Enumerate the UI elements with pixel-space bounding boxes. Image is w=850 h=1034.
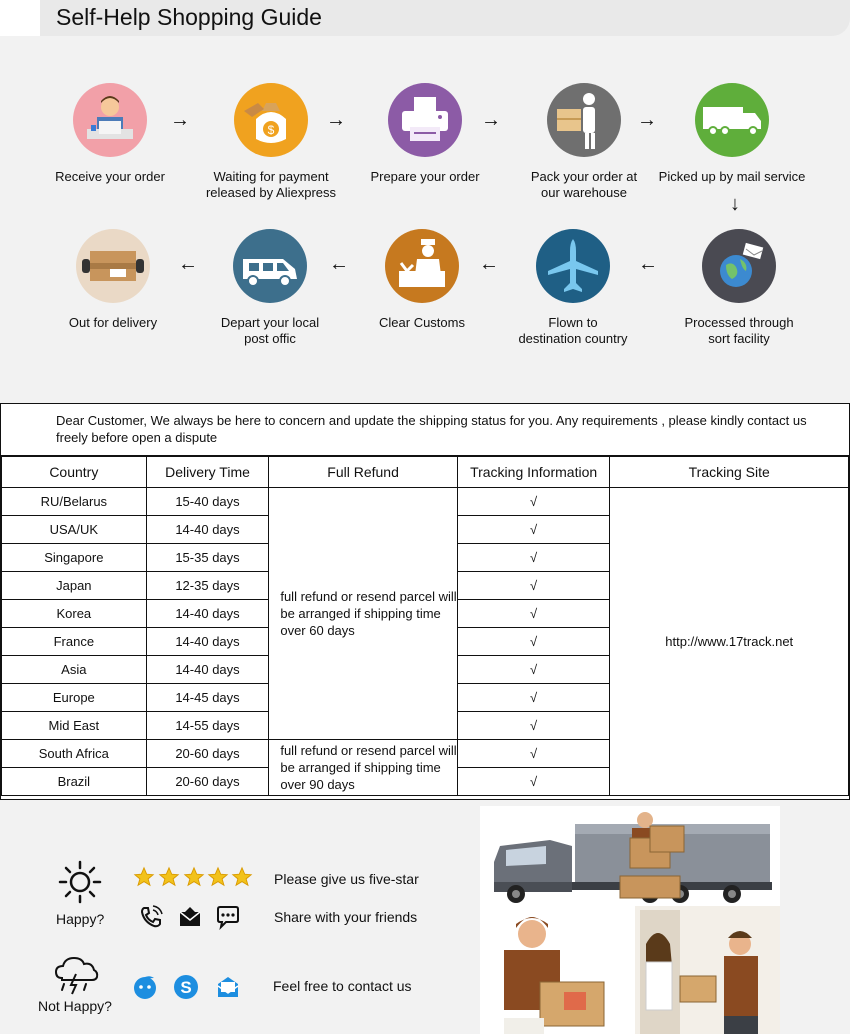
clerk-at-desk-icon [73, 83, 147, 157]
delivery-time-cell: 14-40 days [146, 600, 269, 628]
col-header-tracking-site: Tracking Site [610, 457, 849, 488]
aliwangwang-icon[interactable] [132, 974, 158, 1000]
country-cell: Korea [2, 600, 147, 628]
step-label: Picked up by mail service [658, 169, 806, 184]
tracking-check-cell: √ [457, 712, 610, 740]
tracking-check-cell: √ [457, 600, 610, 628]
down-arrow-icon: ↓ [730, 193, 740, 215]
contact-text: Feel free to contact us [273, 978, 412, 994]
delivery-time-cell: 14-55 days [146, 712, 269, 740]
page-title: Self-Help Shopping Guide [56, 4, 322, 30]
not-happy-label: Not Happy? [38, 998, 112, 1014]
step-label: Receive your order [55, 169, 165, 184]
delivery-time-cell: 12-35 days [146, 572, 269, 600]
step-waiting-payment [186, 83, 356, 201]
tracking-check-cell: √ [457, 684, 610, 712]
table-header-row [2, 457, 849, 488]
step-prepare-order [340, 83, 510, 185]
money-bag-icon [234, 83, 308, 157]
left-arrow-icon: ← [178, 253, 198, 275]
country-cell: Singapore [2, 544, 147, 572]
airplane-icon [536, 229, 610, 303]
tracking-check-cell: √ [457, 488, 610, 516]
svg-text:$: $ [267, 123, 275, 137]
refund-cell-60: full refund or resend parcel will be arranged if shipping time over 60 days [269, 488, 457, 740]
col-header-delivery-time: Delivery Time [146, 457, 269, 488]
happy-label: Happy? [56, 911, 105, 927]
tracking-check-cell: √ [457, 572, 610, 600]
step-label: Out for delivery [68, 315, 158, 330]
five-star-text: Please give us five-star [274, 871, 419, 887]
tracking-site-cell[interactable]: http://www.17track.net [610, 488, 849, 796]
right-arrow-icon: → [326, 109, 346, 131]
country-cell: France [2, 628, 147, 656]
globe-mail-icon [702, 229, 776, 303]
printer-icon [388, 83, 462, 157]
delivery-time-cell: 14-40 days [146, 656, 269, 684]
step-label: Prepare your order [370, 169, 480, 184]
delivery-time-cell: 20-60 days [146, 740, 269, 768]
star-icon[interactable] [158, 866, 180, 888]
share-text: Share with your friends [274, 909, 418, 925]
step-receive-order [25, 83, 195, 185]
delivery-time-cell: 15-35 days [146, 544, 269, 572]
delivery-time-cell: 15-40 days [146, 488, 269, 516]
delivery-time-cell: 14-40 days [146, 516, 269, 544]
country-cell: Europe [2, 684, 147, 712]
customs-officer-icon [385, 229, 459, 303]
delivery-time-cell: 14-45 days [146, 684, 269, 712]
step-label: Flown to destination country [518, 315, 628, 346]
col-header-full-refund: Full Refund [269, 457, 457, 488]
step-pack-order [499, 83, 669, 201]
email-icon[interactable] [215, 974, 241, 1000]
country-cell: RU/Belarus [2, 488, 147, 516]
star-icon[interactable] [207, 866, 229, 888]
customer-notice [1, 404, 849, 456]
van-icon [233, 229, 307, 303]
step-label: Clear Customs [379, 315, 465, 330]
chat-bubble-icon[interactable] [215, 904, 241, 930]
delivery-truck-icon [695, 83, 769, 157]
delivery-time-cell: 20-60 days [146, 768, 269, 796]
star-icon[interactable] [133, 866, 155, 888]
delivery-photo-collage [480, 806, 780, 1034]
parcel-icon [76, 229, 150, 303]
step-out-for-delivery [28, 229, 198, 331]
right-arrow-icon: → [481, 109, 501, 131]
refund-cell-90: full refund or resend parcel will be arranged if shipping time over 90 days [269, 740, 457, 796]
header [0, 0, 850, 36]
country-cell: USA/UK [2, 516, 147, 544]
delivery-time-cell: 14-40 days [146, 628, 269, 656]
svg-text:S: S [180, 978, 192, 997]
step-customs [337, 229, 507, 331]
step-picked-up [647, 83, 817, 185]
envelope-icon[interactable] [177, 904, 203, 930]
left-arrow-icon: ← [329, 253, 349, 275]
left-arrow-icon: ← [638, 253, 658, 275]
phone-icon[interactable] [138, 904, 164, 930]
col-header-country: Country [2, 457, 147, 488]
shipping-table-panel [0, 403, 850, 800]
right-arrow-icon: → [170, 109, 190, 131]
sun-icon [58, 860, 102, 904]
country-cell: Japan [2, 572, 147, 600]
country-cell: South Africa [2, 740, 147, 768]
col-header-tracking-info: Tracking Information [457, 457, 610, 488]
worker-with-box-icon [547, 83, 621, 157]
step-label: Processed through sort facility [684, 315, 794, 346]
table-row [2, 488, 849, 516]
notice-text: Dear Customer, We always be here to concern and update the shipping status for you. Any requirements , please kindly contact us freely before open a dispute [56, 413, 807, 445]
tracking-check-cell: √ [457, 740, 610, 768]
tracking-check-cell: √ [457, 516, 610, 544]
country-cell: Asia [2, 656, 147, 684]
left-arrow-icon: ← [479, 253, 499, 275]
step-sort-facility [654, 229, 824, 347]
country-cell: Mid East [2, 712, 147, 740]
right-arrow-icon: → [637, 109, 657, 131]
tracking-check-cell: √ [457, 656, 610, 684]
step-label: Depart your local post offic [220, 315, 320, 346]
step-flown [488, 229, 658, 347]
shipping-table [1, 456, 849, 796]
rain-cloud-icon [52, 954, 102, 996]
step-label: Waiting for payment released by Aliexpress [205, 169, 337, 200]
country-cell: Brazil [2, 768, 147, 796]
star-icon[interactable] [183, 866, 205, 888]
step-depart-post-office [185, 229, 355, 347]
tracking-check-cell: √ [457, 544, 610, 572]
star-icon[interactable] [231, 866, 253, 888]
tracking-check-cell: √ [457, 768, 610, 796]
feedback-panel [0, 800, 478, 1034]
skype-icon[interactable] [173, 974, 199, 1000]
step-label: Pack your order at our warehouse [530, 169, 638, 200]
tracking-check-cell: √ [457, 628, 610, 656]
